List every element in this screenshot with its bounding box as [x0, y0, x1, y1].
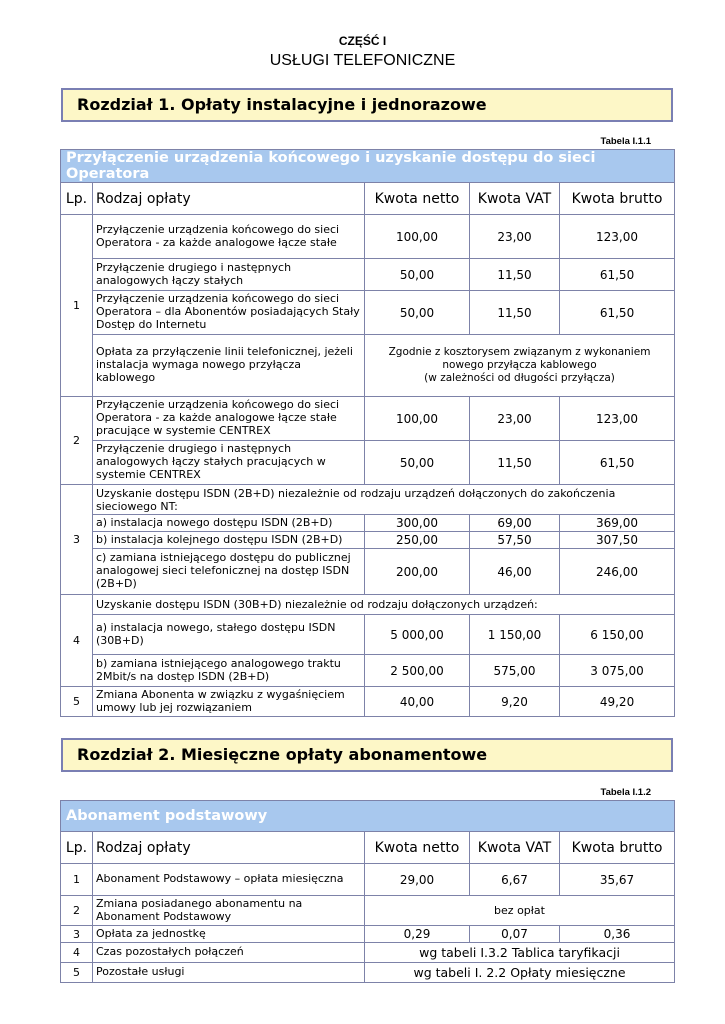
col-net: Kwota netto — [365, 832, 470, 864]
net-amount: 50,00 — [365, 259, 470, 291]
row-lp: 3 — [61, 485, 93, 595]
table-row — [61, 485, 675, 515]
net-amount: 100,00 — [365, 397, 470, 441]
col-vat: Kwota VAT — [470, 832, 560, 864]
table-row — [61, 291, 675, 335]
gross-amount: 35,67 — [560, 864, 675, 896]
gross-amount: 61,50 — [560, 259, 675, 291]
row-lp: 4 — [61, 943, 93, 963]
col-vat: Kwota VAT — [470, 183, 560, 215]
gross-amount: 123,00 — [560, 397, 675, 441]
chapter-1-heading: Rozdział 1. Opłaty instalacyjne i jednorazowe — [61, 88, 673, 122]
merged-amount: bez opłat — [365, 896, 675, 926]
gross-amount: 246,00 — [560, 549, 675, 595]
col-net: Kwota netto — [365, 183, 470, 215]
fee-description: Zmiana posiadanego abonamentu na Abonament Podstawowy — [93, 896, 365, 926]
col-gross: Kwota brutto — [560, 832, 675, 864]
vat-amount: 69,00 — [470, 515, 560, 532]
row-lp: 5 — [61, 963, 93, 983]
table-row — [61, 532, 675, 549]
vat-amount: 11,50 — [470, 259, 560, 291]
vat-amount: 9,20 — [470, 687, 560, 717]
note-line: Zgodnie z kosztorysem związanym z wykonaniem — [388, 346, 651, 358]
vat-amount: 1 150,00 — [470, 615, 560, 655]
note-line: (w zależności od długości przyłącza) — [424, 372, 615, 384]
gross-amount: 369,00 — [560, 515, 675, 532]
table-row — [61, 549, 675, 595]
table-row — [61, 515, 675, 532]
note-line: nowego przyłącza kablowego — [442, 359, 597, 371]
merged-amount: wg tabeli I.3.2 Tablica taryfikacji — [365, 943, 675, 963]
chapter-2-heading: Rozdział 2. Miesięczne opłaty abonamentowe — [61, 738, 673, 772]
table-2-reference: Tabela I.1.2 — [600, 787, 651, 798]
vat-amount: 6,67 — [470, 864, 560, 896]
row-lp: 4 — [61, 595, 93, 687]
fee-description: Przyłączenie urządzenia końcowego do sieci Operatora - za każde analogowe łącze stałe pracujące w systemie CENTREX — [93, 397, 365, 441]
table-row — [61, 963, 675, 983]
table-row — [61, 687, 675, 717]
fee-description: Przyłączenie urządzenia końcowego do sieci Operatora – dla Abonentów posiadających Stały Dostęp do Internetu — [93, 291, 365, 335]
isdn-2bd-intro: Uzyskanie dostępu ISDN (2B+D) niezależnie od rodzaju urządzeń dołączonych do zakończenia sieciowego NT: — [93, 485, 675, 515]
col-fee-type: Rodzaj opłaty — [93, 183, 365, 215]
col-lp: Lp. — [61, 832, 93, 864]
fee-description: Przyłączenie drugiego i następnych analogowych łączy stałych pracujących w systemie CENTREX — [93, 441, 365, 485]
net-amount: 300,00 — [365, 515, 470, 532]
fee-description: Opłata za przyłączenie linii telefonicznej, jeżeli instalacja wymaga nowego przyłącza kablowego — [93, 335, 365, 397]
vat-amount: 11,50 — [470, 291, 560, 335]
fee-description: Przyłączenie drugiego i następnych analogowych łączy stałych — [93, 259, 365, 291]
cost-estimate-note — [365, 335, 675, 397]
net-amount: 0,29 — [365, 926, 470, 943]
table-row — [61, 441, 675, 485]
table-row — [61, 215, 675, 259]
net-amount: 100,00 — [365, 215, 470, 259]
vat-amount: 575,00 — [470, 655, 560, 687]
fee-description: Przyłączenie urządzenia końcowego do sieci Operatora - za każde analogowe łącze stałe — [93, 215, 365, 259]
merged-amount: wg tabeli I. 2.2 Opłaty miesięczne — [365, 963, 675, 983]
row-lp: 2 — [61, 896, 93, 926]
table-2-title: Abonament podstawowy — [61, 801, 675, 832]
table-row — [61, 864, 675, 896]
fee-description: b) instalacja kolejnego dostępu ISDN (2B+D) — [93, 532, 365, 549]
part-label: CZĘŚĆ I — [338, 34, 387, 48]
net-amount: 29,00 — [365, 864, 470, 896]
table-1-title: Przyłączenie urządzenia końcowego i uzyskanie dostępu do sieci Operatora — [61, 150, 675, 183]
fee-description: Opłata za jednostkę — [93, 926, 365, 943]
table-row — [61, 335, 675, 397]
vat-amount: 46,00 — [470, 549, 560, 595]
row-lp: 1 — [61, 215, 93, 397]
vat-amount: 23,00 — [470, 215, 560, 259]
row-lp: 2 — [61, 397, 93, 485]
fee-description: Czas pozostałych połączeń — [93, 943, 365, 963]
gross-amount: 0,36 — [560, 926, 675, 943]
row-lp: 3 — [61, 926, 93, 943]
gross-amount: 123,00 — [560, 215, 675, 259]
vat-amount: 0,07 — [470, 926, 560, 943]
fee-description: Zmiana Abonenta w związku z wygaśnięciem umowy lub jej rozwiązaniem — [93, 687, 365, 717]
table-row — [61, 615, 675, 655]
document-title: USŁUGI TELEFONICZNE — [269, 52, 456, 69]
gross-amount: 6 150,00 — [560, 615, 675, 655]
col-gross: Kwota brutto — [560, 183, 675, 215]
table-subscription-fees — [60, 800, 675, 983]
col-lp: Lp. — [61, 183, 93, 215]
table-row — [61, 595, 675, 615]
table-row — [61, 943, 675, 963]
isdn-30bd-intro: Uzyskanie dostępu ISDN (30B+D) niezależnie od rodzaju dołączonych urządzeń: — [93, 595, 675, 615]
net-amount: 200,00 — [365, 549, 470, 595]
gross-amount: 49,20 — [560, 687, 675, 717]
col-fee-type: Rodzaj opłaty — [93, 832, 365, 864]
table-row — [61, 655, 675, 687]
table-installation-fees — [60, 149, 675, 717]
net-amount: 2 500,00 — [365, 655, 470, 687]
table-row — [61, 896, 675, 926]
net-amount: 40,00 — [365, 687, 470, 717]
vat-amount: 11,50 — [470, 441, 560, 485]
vat-amount: 23,00 — [470, 397, 560, 441]
vat-amount: 57,50 — [470, 532, 560, 549]
fee-description: a) instalacja nowego dostępu ISDN (2B+D) — [93, 515, 365, 532]
fee-description: Abonament Podstawowy – opłata miesięczna — [93, 864, 365, 896]
fee-description: Pozostałe usługi — [93, 963, 365, 983]
row-lp: 5 — [61, 687, 93, 717]
table-row — [61, 259, 675, 291]
net-amount: 250,00 — [365, 532, 470, 549]
net-amount: 50,00 — [365, 441, 470, 485]
gross-amount: 307,50 — [560, 532, 675, 549]
fee-description: a) instalacja nowego, stałego dostępu ISDN (30B+D) — [93, 615, 365, 655]
row-lp: 1 — [61, 864, 93, 896]
net-amount: 50,00 — [365, 291, 470, 335]
fee-description: c) zamiana istniejącego dostępu do publicznej analogowej sieci telefonicznej na dostęp ISDN (2B+D) — [93, 549, 365, 595]
gross-amount: 3 075,00 — [560, 655, 675, 687]
table-row — [61, 397, 675, 441]
table-row — [61, 926, 675, 943]
gross-amount: 61,50 — [560, 291, 675, 335]
net-amount: 5 000,00 — [365, 615, 470, 655]
fee-description: b) zamiana istniejącego analogowego traktu 2Mbit/s na dostęp ISDN (2B+D) — [93, 655, 365, 687]
gross-amount: 61,50 — [560, 441, 675, 485]
table-1-reference: Tabela I.1.1 — [600, 136, 651, 147]
